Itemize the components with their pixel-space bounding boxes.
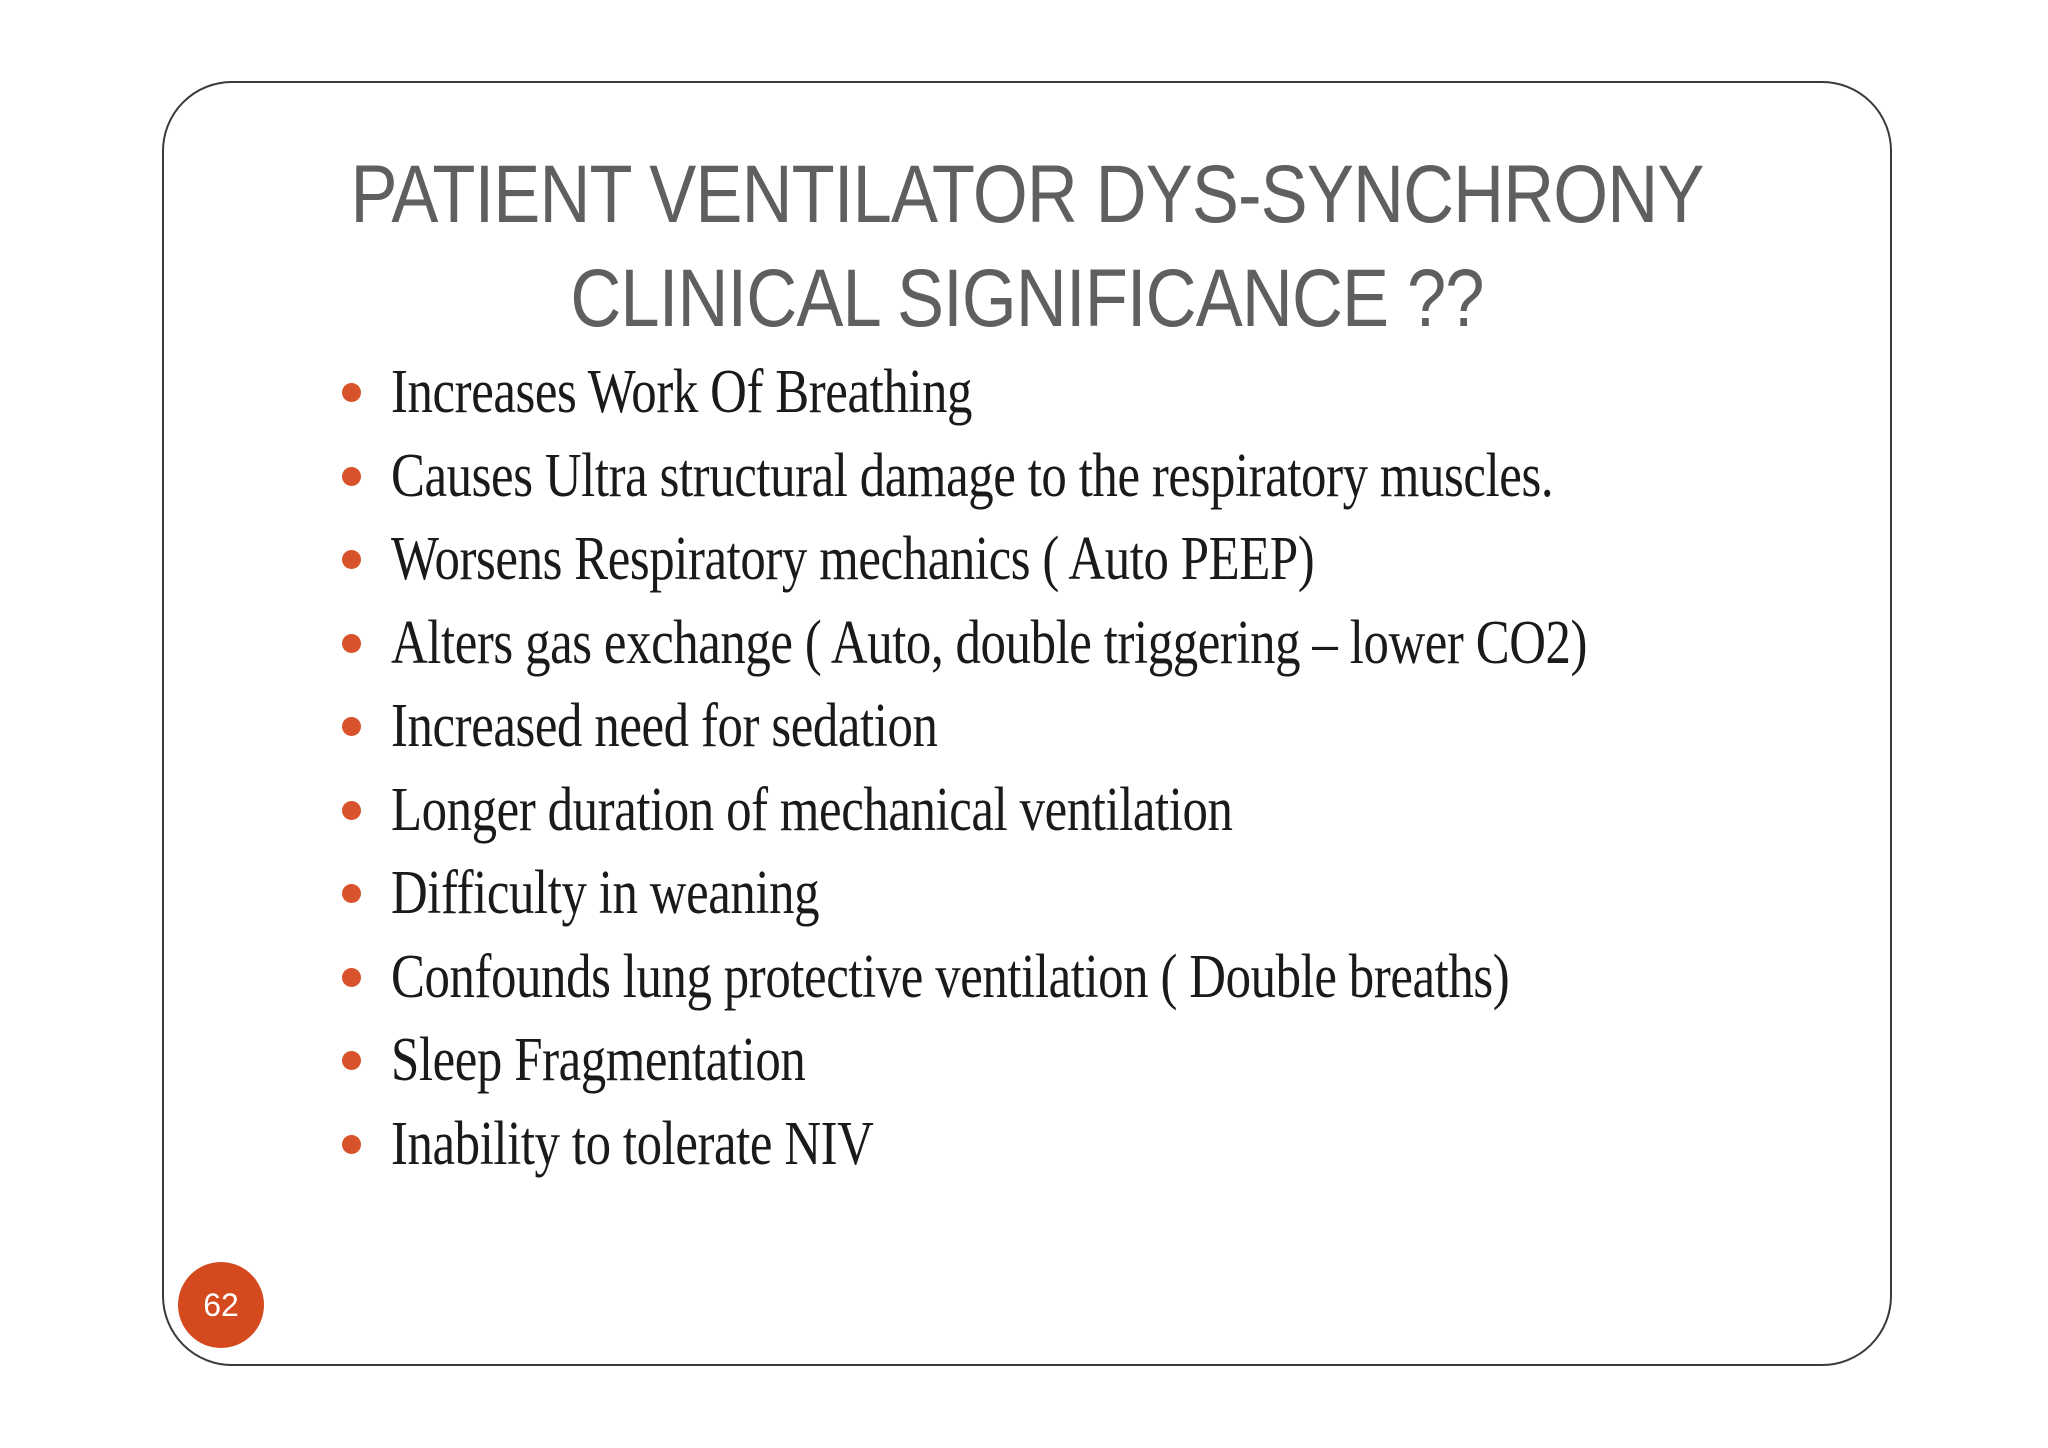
bullet-dot-icon [342,634,361,653]
slide-title [285,143,1769,351]
bullet-dot-icon [342,968,361,987]
bullet-text: Confounds lung protective ventilation ( Double breaths) [391,942,1510,1011]
bullet-dot-icon [342,801,361,820]
bullet-text: Alters gas exchange ( Auto, double triggering – lower CO2) [391,608,1588,677]
bullet-text: Inability to tolerate NIV [391,1109,874,1178]
bullet-text: Increases Work Of Breathing [391,358,973,427]
bullet-list [342,351,1850,1186]
list-item [342,351,1850,435]
page-number-badge [178,1262,264,1348]
bullet-text: Longer duration of mechanical ventilation [391,775,1233,844]
slide-frame [162,81,1892,1366]
bullet-text: Causes Ultra structural damage to the respiratory muscles. [391,441,1554,510]
bullet-text: Increased need for sedation [391,692,938,761]
bullet-dot-icon [342,550,361,569]
bullet-dot-icon [342,884,361,903]
bullet-dot-icon [342,1051,361,1070]
bullet-dot-icon [342,717,361,736]
slide-title-line-1: PATIENT VENTILATOR DYS-SYNCHRONY [350,149,1704,240]
bullet-dot-icon [342,383,361,402]
slide-title-line-2: CLINICAL SIGNIFICANCE ?? [570,253,1484,344]
list-item [342,1019,1850,1103]
bullet-dot-icon [342,1135,361,1154]
list-item [342,685,1850,769]
list-item [342,602,1850,686]
list-item [342,518,1850,602]
bullet-text: Difficulty in weaning [391,859,820,928]
bullet-dot-icon [342,467,361,486]
list-item [342,769,1850,853]
bullet-text: Worsens Respiratory mechanics ( Auto PEEP) [391,525,1315,594]
list-item [342,435,1850,519]
bullet-text: Sleep Fragmentation [391,1026,806,1095]
list-item [342,1103,1850,1187]
page-number: 62 [203,1286,239,1323]
list-item [342,852,1850,936]
list-item [342,936,1850,1020]
